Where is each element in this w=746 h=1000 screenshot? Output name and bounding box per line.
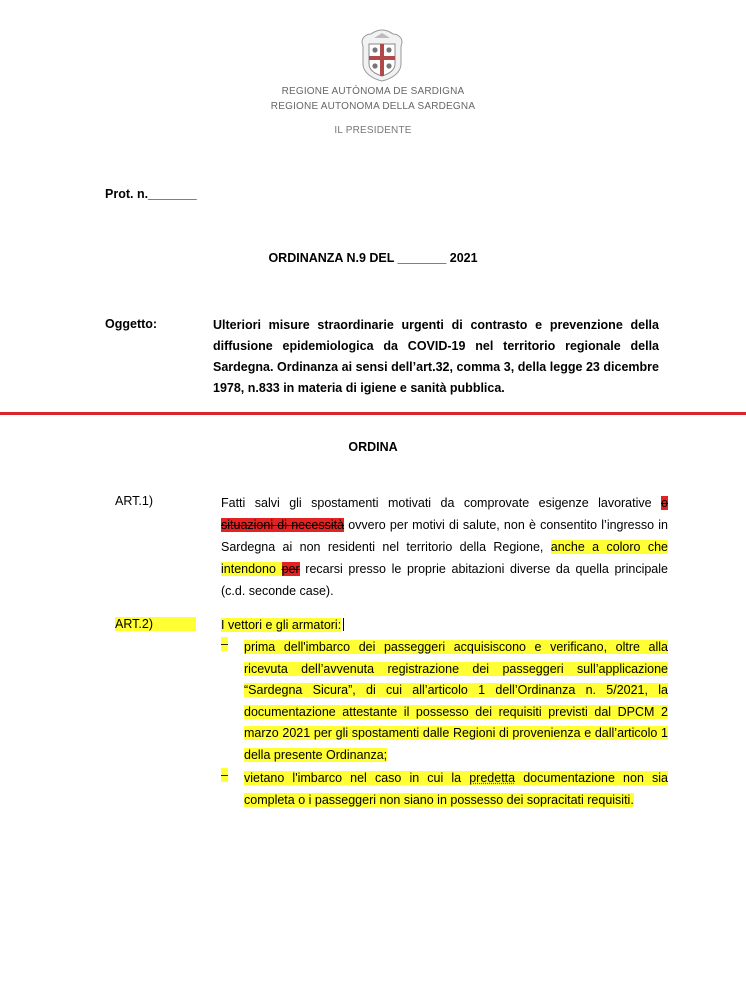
deleted-text: per [281,562,300,576]
text-part: documentazione non sia completa o i passeggeri non siano in possesso dei sopracitati requisiti. [244,771,669,807]
office-title: IL PRESIDENTE [334,125,412,136]
spellcheck-underlined-word: predetta [469,771,516,785]
text-part: nel [350,771,367,785]
deleted-text: o situazioni di necessità [221,496,668,532]
ordina-heading: ORDINA [348,440,398,454]
highlighted-text: prima dell'imbarco dei passeggeri acquisiscono e verificano, oltre alla ricevuta dell’avvenuta registrazione dei passeggeri sull’applicazione “Sardegna Sicura”, di cui all’articolo 1 dell’Ordinanza n. 5/2021, la documentazione attestante il possesso dei requisiti previsti dal DPCM 2 marzo 2021 per gli spostamenti dalle Regioni di provenienza e dall’articolo 1 della presente Ordinanza; [244,640,668,762]
text-part: vietano l'imbarco [244,771,351,785]
art1-text-part: recarsi presso le proprie abitazioni diverse da quella principale (c.d. seconde case). [221,562,668,598]
section-divider [0,412,746,415]
ordinance-title: ORDINANZA N.9 DEL _______ 2021 [268,251,478,265]
art1-text-part: ovvero per motivi di salute, non è consentito l’ingresso in Sardegna ai non residenti nel territorio della Regione, [221,518,668,554]
region-name-italian: REGIONE AUTONOMA DELLA SARDEGNA [270,101,476,112]
art2-intro-text: I vettori e gli armatori: [221,618,342,632]
text-cursor [343,618,344,631]
article-2-intro [221,615,344,635]
region-name-sardinian: REGIONE AUTÒNOMA DE SARDIGNA [281,86,465,97]
sardinia-coat-of-arms-icon [357,28,407,82]
highlighted-text [244,771,668,807]
art1-text-part: Fatti salvi gli spostamenti motivati da comprovate esigenze lavorative [221,496,662,510]
protocol-number: Prot. n._______ [105,187,197,201]
dash-bullet-icon: – [221,637,228,651]
subject-text: Ulteriori misure straordinarie urgenti di contrasto e prevenzione della diffusione epidemiologica da COVID-19 nel territorio regionale della Sardegna. Ordinanza ai sensi dell’art.32, comma 3, della legge 23 dicembre 1978, n.833 in materia di igiene e sanità pubblica. [213,318,659,395]
subject-label: Oggetto: [105,317,158,331]
article-2-label: ART.2) [115,617,196,631]
list-item-text [244,768,668,811]
text-part: caso in cui la [366,771,470,785]
list-item-text [244,637,668,766]
article-1-label: ART.1) [115,494,153,508]
article-1-text [221,492,668,602]
highlighted-text: anche a coloro che intendono [221,540,668,576]
dash-bullet-icon: – [221,768,228,782]
